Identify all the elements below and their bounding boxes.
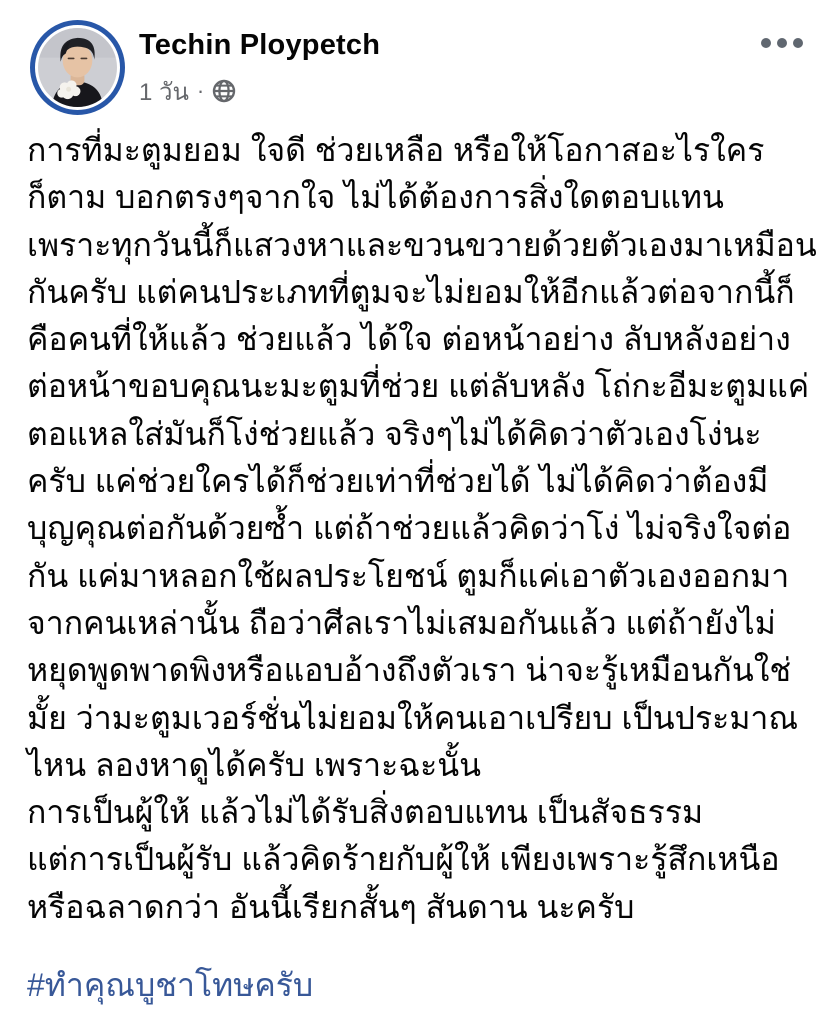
text-line: ก็ตาม บอกตรงๆจากใจ ไม่ได้ต้องการสิ่งใดตอบแทน <box>27 179 724 216</box>
text-line: จากคนเหล่านั้น ถือว่าศีลเราไม่เสมอกันแล้ว แต่ถ้ายังไม่ <box>27 604 776 641</box>
text-line: ตอแหลใส่มันก็โง่ช่วยแล้ว จริงๆไม่ได้คิดว่าตัวเองโง่นะ <box>27 415 762 452</box>
hashtag-link[interactable]: #ทำคุณบูชาโทษครับ <box>27 967 314 1004</box>
text-line: กันครับ แต่คนประเภทที่ตูมจะไม่ยอมให้อีกแล้วต่อจากนี้ก็ <box>27 273 795 310</box>
text-line: การเป็นผู้ให้ แล้วไม่ได้รับสิ่งตอบแทน เป็นสัจธรรม <box>27 794 704 831</box>
text-line: เพราะทุกวันนี้ก็แสวงหาและขวนขวายด้วยตัวเองมาเหมือน <box>27 226 817 263</box>
timestamp[interactable]: 1 วัน <box>139 78 189 106</box>
post-meta <box>139 72 380 111</box>
dot-icon <box>793 38 803 48</box>
more-options-button[interactable] <box>755 32 809 54</box>
text-line: หรือฉลาดกว่า อันนี้เรียกสั้นๆ สันดาน นะครับ <box>27 888 635 925</box>
meta-separator: · <box>196 78 205 104</box>
hashtag-row <box>0 931 831 1009</box>
dot-icon <box>761 38 771 48</box>
post-header <box>0 0 831 115</box>
text-line: คือคนที่ให้แล้ว ช่วยแล้ว ได้ใจ ต่อหน้าอย่าง ลับหลังอย่าง <box>27 321 791 358</box>
post-body-text <box>0 115 831 931</box>
text-line: การที่มะตูมยอม ใจดี ช่วยเหลือ หรือให้โอกาสอะไรใคร <box>27 132 765 168</box>
text-line: กัน แค่มาหลอกใช้ผลประโยชน์ ตูมก็แค่เอาตัวเองออกมา <box>27 557 790 594</box>
text-line: แต่การเป็นผู้รับ แล้วคิดร้ายกับผู้ให้ เพียงเพราะรู้สึกเหนือ <box>27 841 780 878</box>
text-line: มั้ย ว่ามะตูมเวอร์ชั่นไม่ยอมให้คนเอาเปรียบ เป็นประมาณ <box>27 699 799 736</box>
header-texts <box>139 20 380 111</box>
text-line: ไหน ลองหาดูได้ครับ เพราะฉะนั้น <box>27 746 482 783</box>
text-line: ครับ แค่ช่วยใครได้ก็ช่วยเท่าที่ช่วยได้ ไม่ได้คิดว่าต้องมี <box>27 463 769 500</box>
avatar-photo <box>38 28 117 107</box>
text-line: บุญคุณต่อกันด้วยซ้ำ แต่ถ้าช่วยแล้วคิดว่าโง่ ไม่จริงใจต่อ <box>27 510 792 547</box>
text-line: หยุดพูดพาดพิงหรือแอบอ้างถึงตัวเรา น่าจะรู้เหมือนกันใช่ <box>27 652 792 689</box>
dot-icon <box>777 38 787 48</box>
text-line: ต่อหน้าขอบคุณนะมะตูมที่ช่วย แต่ลับหลัง โถ่กะอีมะตูมแค่ <box>27 368 810 405</box>
globe-privacy-icon <box>212 79 236 103</box>
avatar[interactable] <box>30 20 125 115</box>
author-name[interactable]: Techin Ploypetch <box>139 29 381 61</box>
